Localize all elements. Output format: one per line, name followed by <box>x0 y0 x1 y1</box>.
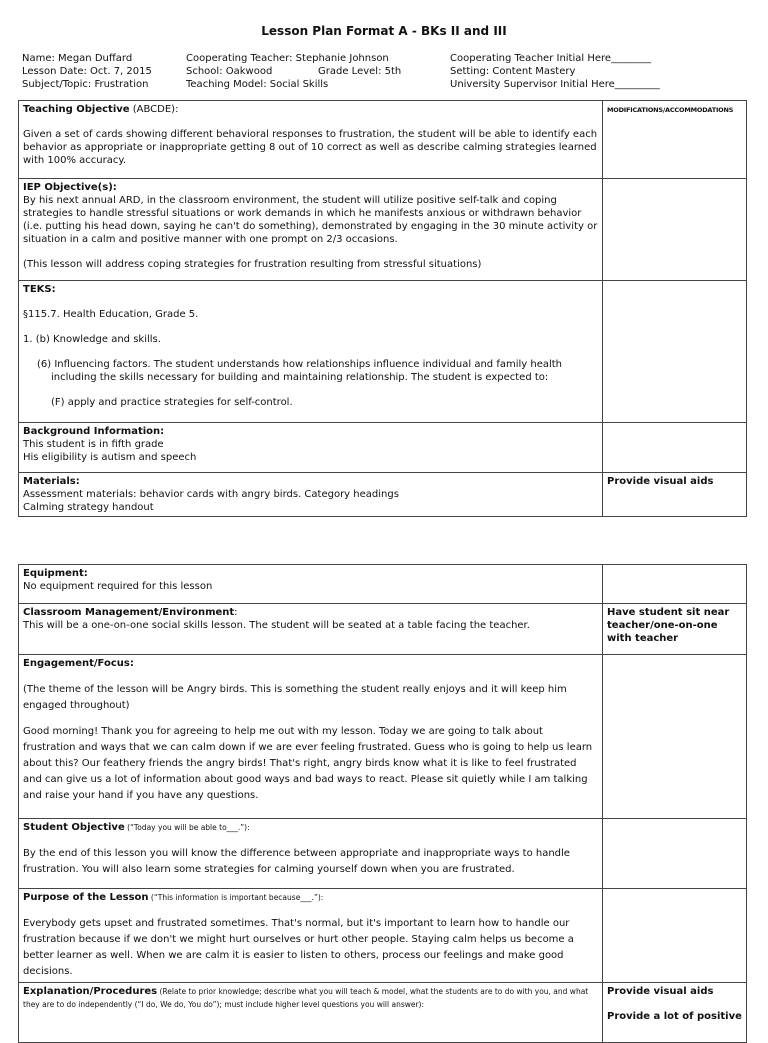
student-objective-side-cell <box>603 819 747 889</box>
lesson-table-1 <box>18 100 747 517</box>
header-col-1 <box>22 52 152 91</box>
materials-cell: Materials: Assessment materials: behavior cards with angry birds. Category headings Calming strategy handout <box>19 473 603 517</box>
teks-side-cell <box>603 281 747 423</box>
row-purpose <box>19 889 747 983</box>
row-iep <box>19 179 747 281</box>
classroom-cell: Classroom Management/Environment: This will be a one-on-one social skills lesson. The student will be seated at a table facing the teacher. <box>19 604 603 655</box>
row-teks <box>19 281 747 423</box>
school-field: School: Oakwood Grade Level: 5th <box>186 66 402 77</box>
row-student-objective <box>19 819 747 889</box>
background-side-cell <box>603 423 747 473</box>
iep-cell: IEP Objective(s): By his next annual ARD, in the classroom environment, the student will utilize positive self-talk and coping strategies to handle stressful situations or work demands in which he manifests anxious or withdrawn behavior (i.e. putting his head down, saying he can't do something), demonstrated by engaging in the 30 minute activity or situation in a calm and positive manner with one prompt on 2/3 occasions. (This lesson will address coping strategies for frustration resulting from stressful situations) <box>19 179 603 281</box>
subject-field: Subject/Topic: Frustration <box>22 79 149 90</box>
background-cell: Background Information: This student is in fifth grade His eligibility is autism and speech <box>19 423 603 473</box>
iep-text: By his next annual ARD, in the classroom environment, the student will utilize positive self-talk and coping strategies to handle stressful situations or work demands in which he manifests anxious or withdrawn behavior (i.e. putting his head down, saying he can't do something), demonstrated by engaging in the 30 minute activity or situation in a calm and positive manner with one prompt on 2/3 occasions. <box>23 195 598 245</box>
header-col-3 <box>450 52 660 91</box>
cooperating-initial-field: Cooperating Teacher Initial Here________ <box>450 53 652 64</box>
header-col-2 <box>186 52 402 91</box>
equipment-cell: Equipment: No equipment required for this lesson <box>19 565 603 604</box>
modifications-header-cell: MODIFICATIONS/ACCOMMODATIONS <box>603 101 747 179</box>
iep-side-cell <box>603 179 747 281</box>
materials-side-cell: Provide visual aids <box>603 473 747 517</box>
purpose-side-cell <box>603 889 747 983</box>
equipment-side-cell <box>603 565 747 604</box>
name-field: Name: Megan Duffard <box>22 53 133 64</box>
document-title: Lesson Plan Format A - BKs II and III <box>261 24 507 38</box>
row-classroom <box>19 604 747 655</box>
row-teaching-objective <box>19 101 747 179</box>
grade-level-field: Grade Level: 5th <box>318 66 402 77</box>
classroom-side-cell: Have student sit near teacher/one-on-one with teacher <box>603 604 747 655</box>
row-explanation <box>19 983 747 1043</box>
teks-cell: TEKS: §115.7. Health Education, Grade 5. 1. (b) Knowledge and skills. (6) Influencing factors. The student understands how relationships influence individual and family health including the skills necessary for building and maintaining relationship. The student is expected to: (F) apply and practice strategies for self-control. <box>19 281 603 423</box>
row-materials <box>19 473 747 517</box>
teaching-objective-cell: Teaching Objective (ABCDE): Given a set of cards showing different behavioral responses to frustration, the student will be able to identify each behavior as appropriate or inappropriate getting 8 out of 10 correct as well as describe calming strategies learned with 100% accuracy. <box>19 101 603 179</box>
row-engagement <box>19 655 747 819</box>
cooperating-teacher-field: Cooperating Teacher: Stephanie Johnson <box>186 53 389 64</box>
iep-note: (This lesson will address coping strategies for frustration resulting from stressful situations) <box>23 259 482 270</box>
explanation-side-cell: Provide visual aids Provide a lot of positive <box>603 983 747 1043</box>
lesson-date-field: Lesson Date: Oct. 7, 2015 <box>22 66 152 77</box>
row-equipment <box>19 565 747 604</box>
purpose-cell: Purpose of the Lesson (“This information is important because___.”): Everybody gets upset and frustrated sometimes. That's normal, but it's important to learn how to handle our frustration because if we don't we might hurt ourselves or hurt other people. Staying calm helps us become a better learner as well. When we are calm it is easier to listen to others, process our feelings and make good decisions. <box>19 889 603 983</box>
supervisor-initial-field: University Supervisor Initial Here_________ <box>450 79 660 90</box>
engagement-cell: Engagement/Focus: (The theme of the lesson will be Angry birds. This is something the student really enjoys and it will keep him engaged throughout) Good morning! Thank you for agreeing to help me out with my lesson. Today we are going to talk about frustration and ways that we can calm down if we are ever feeling frustrated. Guess who is going to help us learn about this? Our feathery friends the angry birds! That's right, angry birds know what it is like to feel frustrated and can give us a lot of information about good ways and bad ways to react. Please sit quietly while I am talking and raise your hand if you have any questions. <box>19 655 603 819</box>
row-background <box>19 423 747 473</box>
setting-field: Setting: Content Mastery <box>450 66 576 77</box>
explanation-cell: Explanation/Procedures (Relate to prior knowledge; describe what you will teach & model, what the students are to do with you, and what they are to do independently (“I do, We do, You do”); must include higher level questions you will answer): <box>19 983 603 1043</box>
teaching-model-field: Teaching Model: Social Skills <box>186 79 329 90</box>
lesson-table-2 <box>18 564 747 1043</box>
teaching-objective-text: Given a set of cards showing different behavioral responses to frustration, the student will be able to identify each behavior as appropriate or inappropriate getting 8 out of 10 correct as well as describe calming strategies learned with 100% accuracy. <box>23 129 598 166</box>
engagement-side-cell <box>603 655 747 819</box>
student-objective-cell: Student Objective (“Today you will be able to___.”): By the end of this lesson you will know the difference between appropriate and inappropriate ways to handle frustration. You will also learn some strategies for calming yourself down when you are frustrated. <box>19 819 603 889</box>
